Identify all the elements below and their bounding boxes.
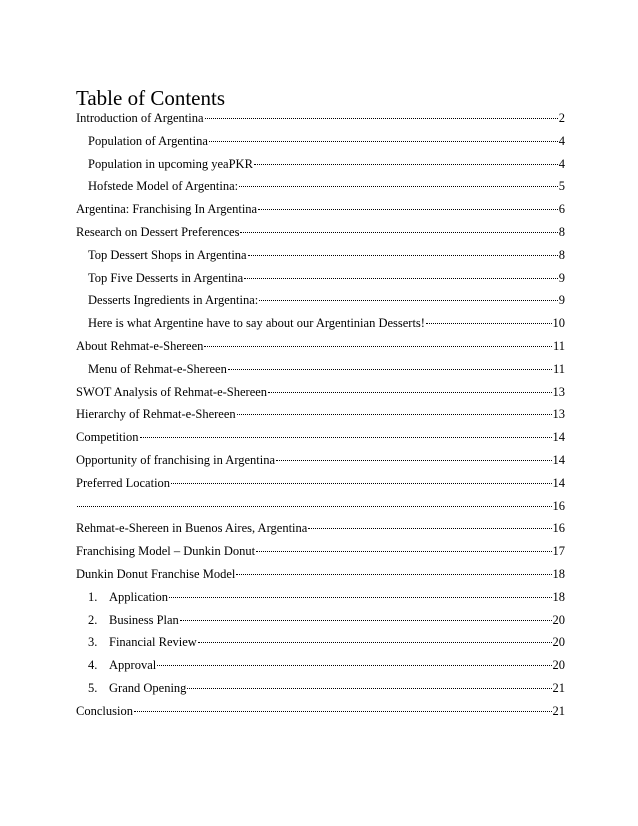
toc-entry-label: Argentina: Franchising In Argentina bbox=[76, 202, 258, 217]
toc-entry[interactable] bbox=[88, 268, 565, 288]
toc-entry-number: 5. bbox=[88, 681, 98, 695]
dot-leader bbox=[209, 138, 558, 142]
dot-leader bbox=[140, 434, 552, 438]
toc-entry-label: Menu of Rehmat-e-Shereen bbox=[88, 361, 227, 376]
dot-leader bbox=[259, 297, 558, 301]
toc-entry-page-number: 14 bbox=[552, 430, 565, 445]
toc-entry-page-number: 5 bbox=[558, 179, 565, 194]
dot-leader bbox=[256, 548, 551, 552]
toc-entry[interactable] bbox=[88, 290, 565, 310]
dot-leader bbox=[237, 411, 552, 415]
toc-entry-page-number: 20 bbox=[552, 635, 565, 650]
toc-entry-page-number: 4 bbox=[558, 133, 565, 148]
dot-leader bbox=[248, 252, 558, 256]
toc-entry-label: Top Dessert Shops in Argentina bbox=[88, 247, 247, 262]
toc-entry-number: 3. bbox=[88, 635, 98, 650]
toc-entry-label: Application bbox=[109, 589, 169, 604]
toc-entry-number: 2. bbox=[88, 612, 98, 627]
toc-entry-label: About Rehmat-e-Shereen bbox=[76, 339, 204, 353]
dot-leader bbox=[254, 161, 558, 165]
toc-entry[interactable] bbox=[88, 131, 565, 151]
toc-entry-number: 4. bbox=[88, 658, 98, 673]
toc-entry-page-number: 17 bbox=[552, 544, 565, 559]
toc-entry-label: Hofstede Model of Argentina: bbox=[88, 179, 239, 194]
toc-entry[interactable] bbox=[88, 245, 565, 265]
toc-entry[interactable] bbox=[76, 382, 565, 402]
toc-entry-label: Opportunity of franchising in Argentina bbox=[76, 453, 276, 467]
toc-entry-label: Franchising Model – Dunkin Donut bbox=[76, 544, 256, 559]
toc-entry-label: Conclusion bbox=[76, 703, 133, 718]
toc-entry-label: Grand Opening bbox=[109, 681, 187, 695]
toc-entry[interactable] bbox=[76, 427, 565, 447]
dot-leader bbox=[268, 389, 551, 393]
toc-entry-page-number: 14 bbox=[552, 475, 565, 490]
toc-entry-label: Hierarchy of Rehmat-e-Shereen bbox=[76, 407, 236, 422]
toc-entry-page-number: 21 bbox=[552, 703, 565, 718]
toc-entry-label: Population in upcoming yeaPKR bbox=[88, 156, 253, 171]
toc-entry[interactable] bbox=[76, 541, 565, 561]
dot-leader bbox=[171, 480, 551, 484]
toc-entry-page-number: 9 bbox=[558, 293, 565, 308]
toc-entry[interactable] bbox=[76, 496, 565, 516]
toc-entry-label: Dunkin Donut Franchise Model bbox=[76, 567, 236, 581]
toc-entry-page-number: 13 bbox=[552, 384, 565, 399]
dot-leader bbox=[228, 366, 552, 370]
toc-entry[interactable] bbox=[76, 518, 565, 538]
toc-entry[interactable] bbox=[88, 655, 565, 675]
toc-entry-label: Here is what Argentine have to say about our Argentinian Desserts! bbox=[88, 316, 425, 331]
dot-leader bbox=[198, 639, 552, 643]
toc-entry[interactable] bbox=[88, 587, 565, 607]
dot-leader bbox=[187, 685, 551, 689]
toc-entry-label: Preferred Location bbox=[76, 475, 171, 490]
toc-title: Table of Contents bbox=[76, 86, 225, 110]
toc-entry-page-number: 10 bbox=[552, 316, 565, 331]
toc-entry[interactable] bbox=[88, 313, 565, 333]
toc-entry-page-number: 16 bbox=[552, 521, 565, 536]
dot-leader bbox=[180, 617, 552, 621]
toc-entry[interactable] bbox=[88, 359, 565, 379]
toc-entry-label: Approval bbox=[109, 658, 157, 673]
toc-entry-page-number: 11 bbox=[552, 361, 565, 376]
toc-entry-label: Introduction of Argentina bbox=[76, 111, 204, 125]
toc-entry[interactable] bbox=[76, 450, 565, 470]
toc-entry-label: Rehmat-e-Shereen in Buenos Aires, Argentina bbox=[76, 521, 308, 536]
dot-leader bbox=[239, 183, 558, 187]
toc-entry[interactable] bbox=[76, 222, 565, 242]
dot-leader bbox=[276, 457, 551, 461]
toc-entry-label: Business Plan bbox=[109, 612, 179, 627]
dot-leader bbox=[236, 571, 551, 575]
toc-entry[interactable] bbox=[76, 473, 565, 493]
toc-entry-page-number: 20 bbox=[552, 612, 565, 627]
dot-leader bbox=[134, 708, 552, 712]
toc-entry[interactable] bbox=[88, 154, 565, 174]
toc-entry-label: Competition bbox=[76, 430, 139, 445]
toc-entry-page-number: 18 bbox=[552, 567, 565, 581]
dot-leader bbox=[169, 594, 551, 598]
toc-entry-page-number: 11 bbox=[552, 339, 565, 353]
toc-entry-label: SWOT Analysis of Rehmat-e-Shereen bbox=[76, 384, 268, 399]
toc-entry-page-number: 4 bbox=[558, 156, 565, 171]
dot-leader bbox=[308, 525, 551, 529]
toc-entry-number: 1. bbox=[88, 589, 98, 604]
toc-entry[interactable] bbox=[88, 678, 565, 698]
toc-entry-label: Desserts Ingredients in Argentina: bbox=[88, 293, 259, 308]
toc-entry-label: Population of Argentina bbox=[88, 133, 208, 148]
toc-entry-page-number: 6 bbox=[558, 202, 565, 217]
toc-entry[interactable] bbox=[76, 336, 565, 356]
toc-entry[interactable] bbox=[76, 564, 565, 584]
toc-entry-label: Top Five Desserts in Argentina bbox=[88, 270, 244, 285]
toc-entry-page-number: 9 bbox=[558, 270, 565, 285]
toc-entry-page-number: 16 bbox=[552, 498, 565, 513]
dot-leader bbox=[204, 343, 552, 347]
toc-entry[interactable] bbox=[76, 199, 565, 219]
toc-entry-page-number: 14 bbox=[552, 453, 565, 467]
toc-entry[interactable] bbox=[88, 176, 565, 196]
dot-leader bbox=[258, 206, 558, 210]
dot-leader bbox=[240, 229, 557, 233]
toc-entry-page-number: 18 bbox=[552, 589, 565, 604]
toc-entry[interactable] bbox=[88, 632, 565, 652]
dot-leader bbox=[157, 662, 551, 666]
toc-entry-page-number: 20 bbox=[552, 658, 565, 673]
toc-entry-page-number: 21 bbox=[552, 681, 565, 695]
toc-entry[interactable] bbox=[88, 610, 565, 630]
toc-entry[interactable] bbox=[76, 404, 565, 424]
toc-entry-label: Financial Review bbox=[109, 635, 197, 650]
toc-entry[interactable] bbox=[76, 108, 565, 128]
toc-entry-page-number: 13 bbox=[552, 407, 565, 422]
toc-entry-page-number: 8 bbox=[558, 225, 565, 239]
dot-leader bbox=[426, 320, 552, 324]
toc-entry-label: Research on Dessert Preferences bbox=[76, 225, 240, 239]
toc-entry[interactable] bbox=[76, 701, 565, 721]
dot-leader bbox=[77, 503, 552, 507]
toc-entry-page-number: 2 bbox=[558, 111, 565, 125]
dot-leader bbox=[244, 275, 558, 279]
dot-leader bbox=[205, 115, 558, 119]
toc-entry-page-number: 8 bbox=[558, 247, 565, 262]
